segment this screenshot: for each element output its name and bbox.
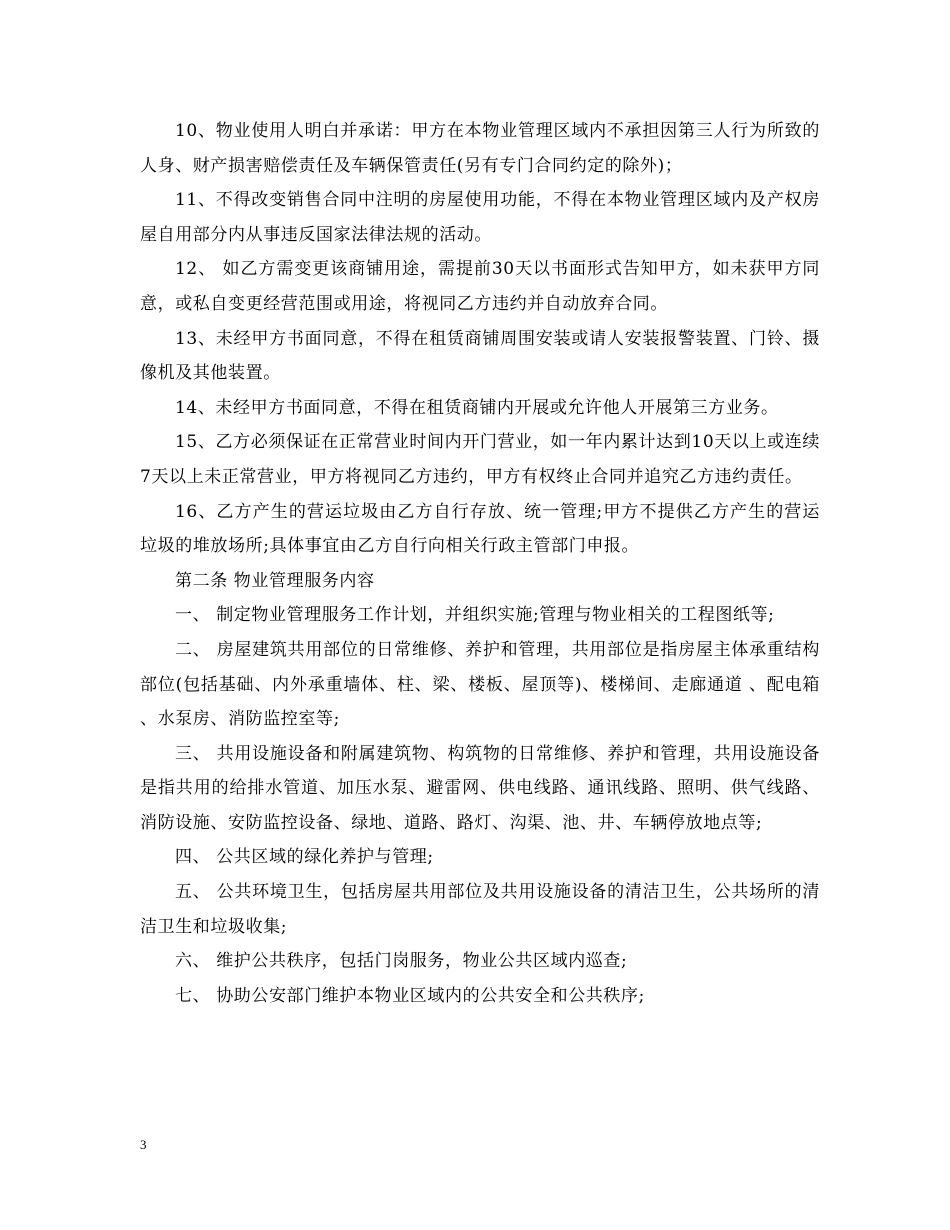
paragraph-clause-10: 10、物业使用人明白并承诺：甲方在本物业管理区域内不承担因第三人行为所致的人身、财产损害赔偿责任及车辆保管责任(另有专门合同约定的除外)； <box>140 121 820 176</box>
page-number: 3 <box>140 1137 147 1152</box>
paragraph-clause-13: 13、未经甲方书面同意，不得在租赁商铺周围安装或请人安装报警装置、门铃、摄像机及其他装置。 <box>140 328 820 384</box>
service-item-5: 五、 公共环境卫生，包括房屋共用部位及共用设施设备的清洁卫生，公共场所的清洁卫生和垃圾收集; <box>140 882 820 937</box>
paragraph-clause-14: 14、未经甲方书面同意，不得在租赁商铺内开展或允许他人开展第三方业务。 <box>175 397 779 418</box>
paragraph-clause-16: 16、乙方产生的营运垃圾由乙方自行存放、统一管理;甲方不提供乙方产生的营运垃圾的堆放场所;具体事宜由乙方自行向相关行政主管部门申报。 <box>140 501 820 557</box>
paragraph-clause-11: 11、不得改变销售合同中注明的房屋使用功能，不得在本物业管理区域内及产权房屋自用部分内从事违反国家法律法规的活动。 <box>140 190 820 245</box>
paragraph-clause-15: 15、乙方必须保证在正常营业时间内开门营业，如一年内累计达到10天以上或连续7天以上未正常营业，甲方将视同乙方违约，甲方有权终止合同并追究乙方违约责任。 <box>140 432 820 487</box>
service-item-1: 一、 制定物业管理服务工作计划，并组织实施;管理与物业相关的工程图纸等; <box>175 605 775 626</box>
section-heading-article-2: 第二条 物业管理服务内容 <box>175 570 375 591</box>
service-item-2: 二、 房屋建筑共用部位的日常维修、养护和管理，共用部位是指房屋主体承重结构部位(包括基础、内外承重墙体、柱、梁、楼板、屋顶等)、楼梯间、走廊通道 、配电箱 、水泵房、消防监控室等; <box>140 639 827 730</box>
service-item-3: 三、 共用设施设备和附属建筑物、构筑物的日常维修、养护和管理，共用设施设备是指共用的给排水管道、加压水泵、避雷网、供电线路、通讯线路、照明、供气线路、消防设施、安防监控设备、绿地、道路、路灯、沟渠、池、井、车辆停放地点等; <box>140 743 820 833</box>
document-body <box>140 114 827 1013</box>
paragraph-clause-12: 12、 如乙方需变更该商铺用途，需提前30天以书面形式告知甲方，如未获甲方同意，或私自变更经营范围或用途，将视同乙方违约并自动放弃合同。 <box>140 259 820 314</box>
service-item-7: 七、 协助公安部门维护本物业区域内的公共安全和公共秩序; <box>175 985 645 1006</box>
service-item-4: 四、 公共区域的绿化养护与管理; <box>175 847 434 868</box>
service-item-6: 六、 维护公共秩序，包括门岗服务，物业公共区域内巡查; <box>175 951 628 972</box>
